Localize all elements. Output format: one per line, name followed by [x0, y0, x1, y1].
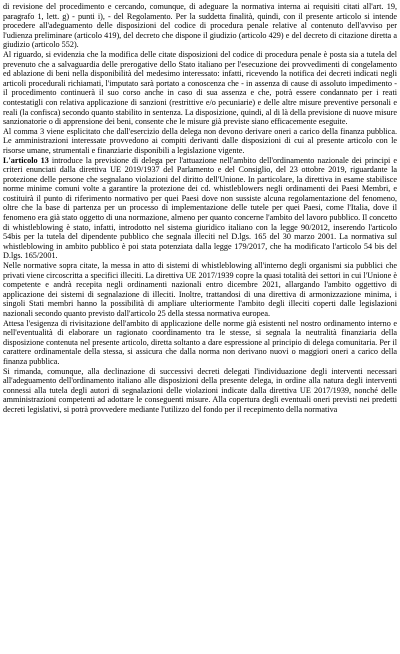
paragraph-text: Al comma 3 viene esplicitato che dall'esercizio della delega non devono derivare oneri a carico della finanza pubblica. Le amministrazioni interessate provvedono ai compiti derivanti dalle disposizioni di cui al presente articolo con le risorse umane, strumentali e finanziarie disponibili a legislazione vigente.	[3, 126, 397, 155]
paragraph-delegated-decrees	[3, 367, 397, 415]
paragraph-text: Si rimanda, comunque, alla declinazione di successivi decreti delegati l'individuazione degli interventi necessari all'adeguamento dell'ordinamento italiano alle disposizioni della presente delega, in ordine alla natura degli interventi connessi alla tutela degli autori di segnalazioni delle violazioni indicate dalla direttiva UE 2017/1939, nonché delle amministrazioni competenti ad adottare le conseguenti misure. Alla copertura degli eventuali oneri previsti nei predetti decreti legislativi, si potrà provvedere mediante l'utilizzo del fondo per il recepimento della normativa	[3, 366, 397, 414]
article-13-lead: L'articolo 13	[3, 155, 49, 165]
paragraph-text: Al riguardo, si evidenzia che la modifica delle citate disposizioni del codice di procedura penale è posta sia a tutela del prevenuto che a salvaguardia delle prerogative dello Stato italiano per l'esecuzione dei provvedimenti di congelamento ed ablazione di beni nella disponibilità del medesimo interessato: infatti, ricevendo la notifica dei decreti indicati negli articoli procedurali richiamati, l'imputato sarà portato a conoscenza che - in assenza di cause di assoluto impedimento - il procedimento continuerà il suo corso anche in caso di sua assenza e che, potrà essere condannato per i reati contestatigli con relativa applicazione di sanzioni (restrittive e/o pecuniarie) e delle altre misure preventive personali e reali (la confisca) secondo quanto stabilito in sentenza. La disposizione, quindi, al di là della previsione di nuove misure sanzionatorie o di apprensione dei beni, consente che le misure già previste siano efficacemente eseguite.	[3, 49, 397, 127]
paragraph-text: introduce la previsione di delega per l'attuazione nell'ambito dell'ordinamento nazionale dei principi e criteri enunciati dalla direttiva UE 2019/1937 del Parlamento e del Consiglio, del 23 ottobre 2019, riguardante la protezione delle persone che segnalano violazioni del diritto dell'Unione. In particolare, la direttiva in esame stabilisce norme minime comuni volte a garantire la protezione dei cd. whistleblowers negli ordinamenti dei Paesi Membri, e costituirà il punto di riferimento normativo per quei Paesi dove non sussiste alcuna regolamentazione del fenomeno, oltre che la base di partenza per un processo di implementazione delle tutele per quei Paesi, come l'Italia, dove il fenomeno era già stato oggetto di una normazione, almeno per quanto concerne l'ambito del lavoro pubblico. Il concetto di whistleblowing è stato, infatti, introdotto nel sistema giuridico italiano con la legge 90/2012, inserendo l'articolo 54bis per la tutela del dipendente pubblico che segnala illeciti nel D.lgs. 165 del 30 marzo 2001. La normativa sul whistleblowing in ambito pubblico è poi stata potenziata dalla legge 179/2017, che ha modificato l'articolo 54 bis del D.lgs. 165/2001.	[3, 155, 397, 261]
paragraph-modification-purpose	[3, 50, 397, 127]
paragraph-whistleblowing-systems	[3, 261, 397, 319]
paragraph-comma-3	[3, 127, 397, 156]
paragraph-text: di revisione del procedimento e cercando, comunque, di adeguare la normativa interna ai requisiti citati all'art. 19, paragrafo 1, lett. g) - punti i), - del Regolamento. Per la suddetta finalità, quindi, con il presente articolo si intende procedere all'adeguamento delle disposizioni del codice di procedura penale relative al contenuto dell'avviso per l'udienza preliminare (articolo 419), del decreto che dispone il giudizio (articolo 429) e del decreto di citazione diretta a giudizio (articolo 552).	[3, 2, 397, 50]
paragraph-procedure-revision	[3, 2, 397, 50]
paragraph-article-13	[3, 156, 397, 262]
paragraph-text: Attesa l'esigenza di rivisitazione dell'ambito di applicazione delle norme già esistenti nel nostro ordinamento interno e nell'eventualità di elaborare un ragionato coordinamento tra le stesse, si segnala la neutralità finanziaria della disposizione contenuta nel presente articolo, diretta soltanto a dare espressione al principio di delega comunitaria. Per il carattere ordinamentale della stessa, si assicura che dalla norma non derivano nuovi o maggiori oneri a carico della finanza pubblica.	[3, 318, 397, 366]
paragraph-text: Nelle normative sopra citate, la messa in atto di sistemi di whistleblowing all'interno degli organismi sia pubblici che privati viene circoscritta a specifici illeciti. La direttiva UE 2017/1939 copre la quasi totalità dei settori in cui l'Unione è competente e andrà recepita negli ordinamenti nazionali entro dicembre 2021, allargando l'ambito oggettivo di applicazione dei sistemi di segnalazione di illeciti. Inoltre, trattandosi di una direttiva di armonizzazione minima, i singoli Stati membri hanno la possibilità di ampliare ulteriormente l'ambito degli illeciti coperti dalle legislazioni nazionali secondo quanto previsto dall'articolo 25 della stessa normativa europea.	[3, 261, 397, 318]
paragraph-financial-neutrality	[3, 319, 397, 367]
